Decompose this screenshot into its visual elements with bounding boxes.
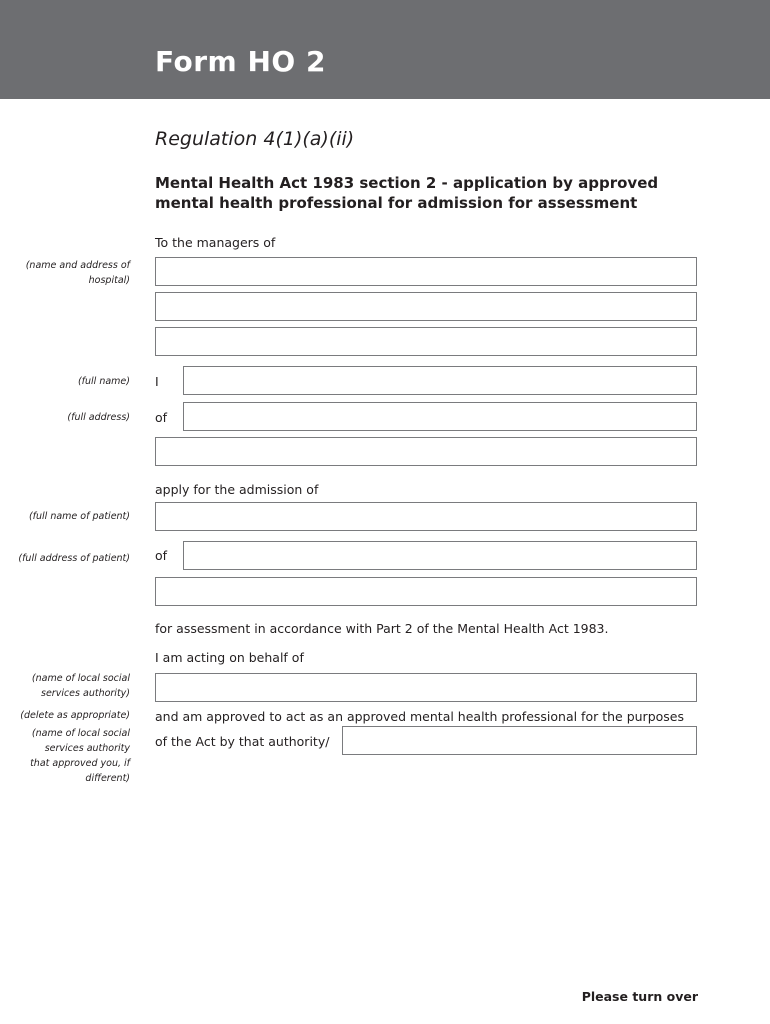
regulation-reference: Regulation 4(1)(a)(ii)	[155, 128, 355, 150]
hospital-field-1[interactable]	[155, 257, 697, 286]
form-heading: Mental Health Act 1983 section 2 - application by approved mental health professional for admission for assessment	[155, 174, 659, 212]
lssa-name-field[interactable]	[155, 673, 697, 702]
amhp-address-field-2[interactable]	[155, 437, 697, 466]
amhp-name-field[interactable]	[183, 366, 697, 395]
please-turn-over: Please turn over	[581, 989, 698, 1004]
approved-text: and am approved to act as an approved mental health professional for the purposes	[155, 709, 684, 724]
of-label-patient: of	[155, 548, 168, 563]
acting-on-behalf-text: I am acting on behalf of	[155, 650, 304, 665]
of-the-act-text: of the Act by that authority/	[155, 734, 330, 749]
header-band	[0, 0, 770, 99]
note-delete-as-appropriate: (delete as appropriate)	[20, 710, 130, 721]
for-assessment-text: for assessment in accordance with Part 2 of the Mental Health Act 1983.	[155, 621, 609, 636]
of-label-amhp: of	[155, 410, 168, 425]
hospital-field-3[interactable]	[155, 327, 697, 356]
note-patient-address: (full address of patient)	[18, 553, 130, 564]
patient-address-field-2[interactable]	[155, 577, 697, 606]
patient-name-field[interactable]	[155, 502, 697, 531]
i-label: I	[155, 374, 159, 389]
hospital-field-2[interactable]	[155, 292, 697, 321]
approving-authority-field[interactable]	[342, 726, 697, 755]
note-lssa-approved: (name of local social services authority that approved you, if different)	[30, 728, 130, 784]
patient-address-field-1[interactable]	[183, 541, 697, 570]
note-full-name: (full name)	[77, 376, 130, 387]
to-managers-label: To the managers of	[155, 235, 276, 250]
note-full-address: (full address)	[67, 412, 130, 423]
amhp-address-field-1[interactable]	[183, 402, 697, 431]
note-hospital: (name and address of hospital)	[25, 260, 130, 286]
note-lssa: (name of local social services authority)	[31, 673, 130, 699]
form-title: Form HO 2	[155, 45, 326, 78]
note-patient-name: (full name of patient)	[28, 511, 130, 522]
apply-for-label: apply for the admission of	[155, 482, 319, 497]
